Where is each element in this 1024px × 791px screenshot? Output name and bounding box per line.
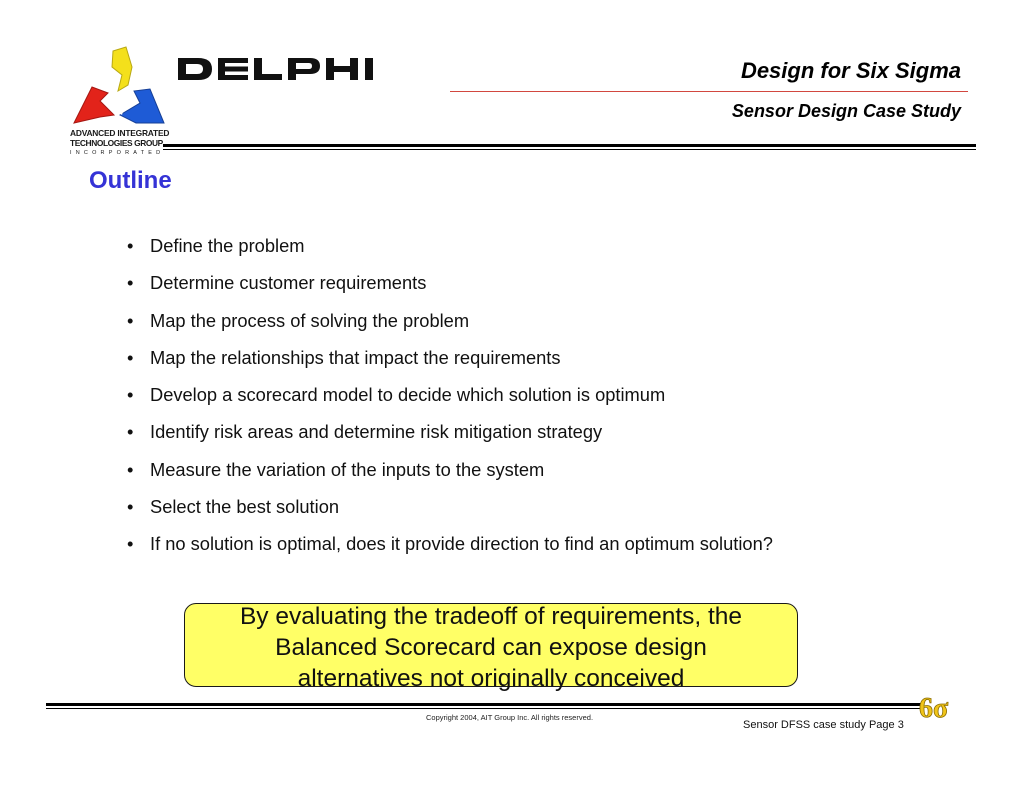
list-item	[127, 383, 773, 420]
bullet-icon: •	[127, 458, 134, 480]
copyright-text: Copyright 2004, AIT Group Inc. All rights reserved.	[426, 713, 594, 722]
list-item	[127, 271, 773, 308]
list-item	[127, 346, 773, 383]
list-item	[127, 458, 773, 495]
header-rule	[163, 144, 976, 147]
six-sigma-logo	[918, 692, 954, 727]
six-sigma-icon	[918, 692, 954, 722]
list-item-text: If no solution is optimal, does it provide direction to find an optimum solution?	[150, 533, 773, 555]
ait-triangle-icon	[70, 45, 166, 129]
list-item-text: Develop a scorecard model to decide which solution is optimum	[150, 384, 666, 406]
page-number-label: Sensor DFSS case study Page 3	[743, 719, 904, 731]
header-subtitle: Sensor Design Case Study	[731, 101, 961, 121]
ait-group-logo	[70, 45, 170, 163]
bullet-icon: •	[127, 272, 134, 294]
bullet-icon: •	[127, 384, 134, 406]
bullet-icon: •	[127, 533, 134, 555]
list-item-text: Measure the variation of the inputs to the system	[150, 458, 545, 480]
callout-line-1: By evaluating the tradeoff of requirements, the	[239, 603, 743, 630]
list-item-text: Select the best solution	[150, 496, 340, 518]
header-title: Design for Six Sigma	[740, 58, 961, 83]
list-item-text: Identify risk areas and determine risk mitigation strategy	[150, 421, 603, 443]
outline-list	[127, 234, 773, 570]
list-item	[127, 420, 773, 457]
callout-line-3: alternatives not originally conceived	[297, 665, 685, 692]
list-item-text: Define the problem	[150, 235, 305, 256]
list-item	[127, 234, 773, 271]
list-item-text: Determine customer requirements	[150, 272, 427, 294]
callout-text	[184, 601, 798, 694]
list-item	[127, 309, 773, 346]
callout-line-2: Balanced Scorecard can expose design	[275, 634, 707, 661]
bullet-icon: •	[127, 235, 134, 256]
six-sigma-text: 6σ	[919, 693, 949, 722]
footer-rule-thin	[46, 708, 924, 709]
list-item-text: Map the process of solving the problem	[150, 309, 470, 331]
delphi-wordmark-icon	[178, 56, 394, 82]
page-title: Outline	[89, 167, 172, 194]
bullet-icon: •	[127, 309, 134, 331]
header-divider	[450, 91, 968, 92]
bullet-icon: •	[127, 496, 134, 518]
footer-rule	[46, 703, 924, 706]
ait-logo-line3: INCORPORATED	[70, 150, 165, 156]
bullet-icon: •	[127, 421, 134, 443]
bullet-icon: •	[127, 346, 134, 368]
list-item-text: Map the relationships that impact the requirements	[150, 346, 561, 368]
header-rule-thin	[163, 149, 976, 150]
list-item	[127, 495, 773, 532]
delphi-logo	[178, 56, 394, 87]
ait-logo-line1: ADVANCED INTEGRATED	[70, 128, 170, 138]
ait-logo-line2: TECHNOLOGIES GROUP	[70, 138, 163, 148]
list-item	[127, 532, 773, 569]
